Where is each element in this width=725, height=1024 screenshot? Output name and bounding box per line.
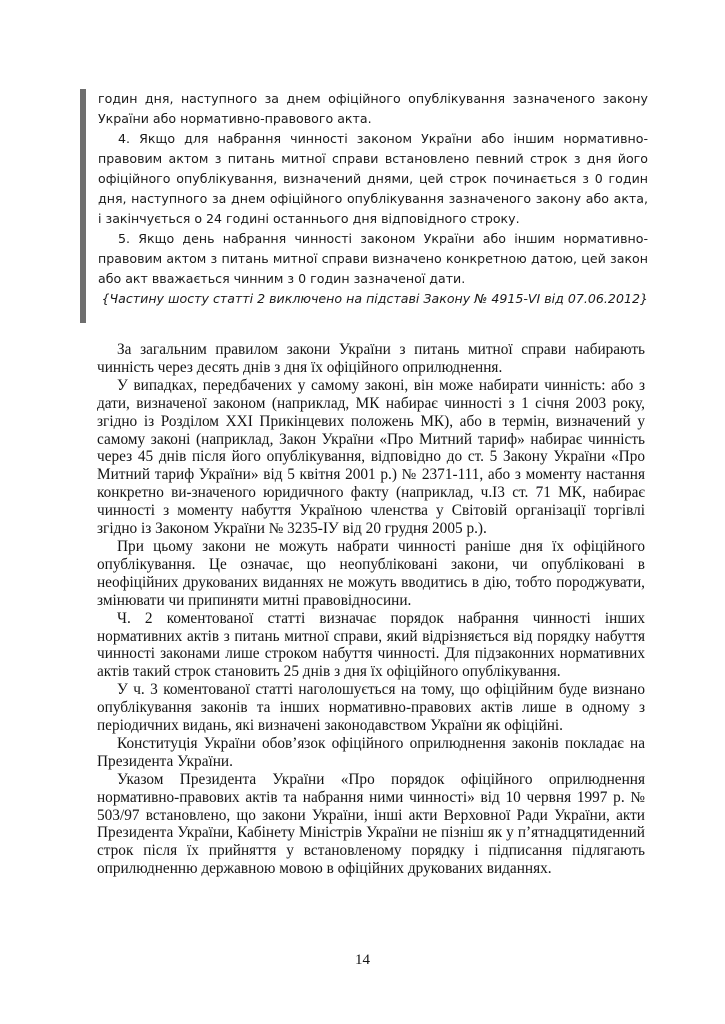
- paragraph: У випадках, передбачених у самому законі, він може набирати чинність: або з дати, визначеної законом (наприклад, МК набирає чинності з 1 січня 2003 року, згідно із Розділом XXI Прикінцевих положень МК), або в термін, визначений у самому законі (наприклад, Закон України «Про Митний тариф» набирає чинність через 45 днів після його опублікування, відповідно до ст. 5 Закону України «Про Митний тариф України» від 5 квітня 2001 р.) № 2371-111, або з моменту настання конкретно ви-значеного юридичного факту (наприклад, ч.І3 ст. 71 МК, набирає чинності з моменту набуття Україною членства у Світовій організації торгівлі згідно із Законом України № 3235-ІУ від 20 грудня 2005 р.).: [97, 376, 645, 538]
- quote-paragraph-5: 5. Якщо день набрання чинності законом України або іншим нормативно-правовим актом з питань митної справи визначено конкретною датою, цей закон або акт вважається чинним з 0 годин зазначеної дати.: [98, 231, 648, 286]
- paragraph: Конституція України обов’язок офіційного оприлюднення законів покладає на Президента України.: [97, 734, 645, 770]
- page-number: 14: [355, 952, 370, 968]
- commentary-text: [97, 341, 645, 878]
- quote-paragraph-4: 4. Якщо для набрання чинності законом України або іншим нормативно-правовим актом з питань митної справи встановлено певний строк з дня його офіційного опублікування, визначений днями, цей строк починається з 0 годин дня, наступного за днем офіційного опублікування зазначеного закону або акта, і закінчується о 24 годині останнього дня відповідного строку.: [98, 131, 648, 226]
- paragraph: Ч. 2 коментованої статті визначає порядок набрання чинності інших нормативних актів з питань митної справи, який відрізняється від порядку набуття чинності законами лише строком набуття чинності. Для підзаконних нормативних актів такий строк становить 25 днів з дня їх офіційного опублікування.: [97, 609, 645, 681]
- paragraph: При цьому закони не можуть набрати чинності раніше дня їх офіційного опублікування. Це означає, що неопубліковані закони, чи опубліковані в неофіційних друкованих виданнях не можуть вводитись в дію, тобто породжувати, змінювати чи припиняти митні правовідносини.: [97, 537, 645, 609]
- quoted-law-text: [80, 89, 648, 323]
- amendment-note: {Частину шосту статті 2 виключено на підставі Закону № 4915-VI від 07.06.2012}: [101, 291, 648, 306]
- quote-paragraph-continuation: годин дня, наступного за днем офіційного опублікування зазначеного закону України або нормативно-правового акта.: [98, 91, 648, 126]
- paragraph: У ч. 3 коментованої статті наголошується на тому, що офіційним буде визнано опублікування законів та інших нормативно-правових актів лише в одному з періодичних видань, які визначені законодавством України як офіційні.: [97, 681, 645, 735]
- paragraph: За загальним правилом закони України з питань митної справи набирають чинність через десять днів з дня їх офіційного оприлюднення.: [97, 341, 645, 376]
- paragraph: Указом Президента України «Про порядок офіційного оприлюднення нормативно-правових актів та набрання ними чинності» від 10 червня 1997 р. № 503/97 встановлено, що закони України, інші акти Верховної Ради України, акти Президента України, Кабінету Міністрів України не пізніш як у п’ятнадцятиденний строк після їх прийняття у встановленому порядку і підписання підлягають оприлюдненню державною мовою в офіційних друкованих виданнях.: [97, 770, 645, 878]
